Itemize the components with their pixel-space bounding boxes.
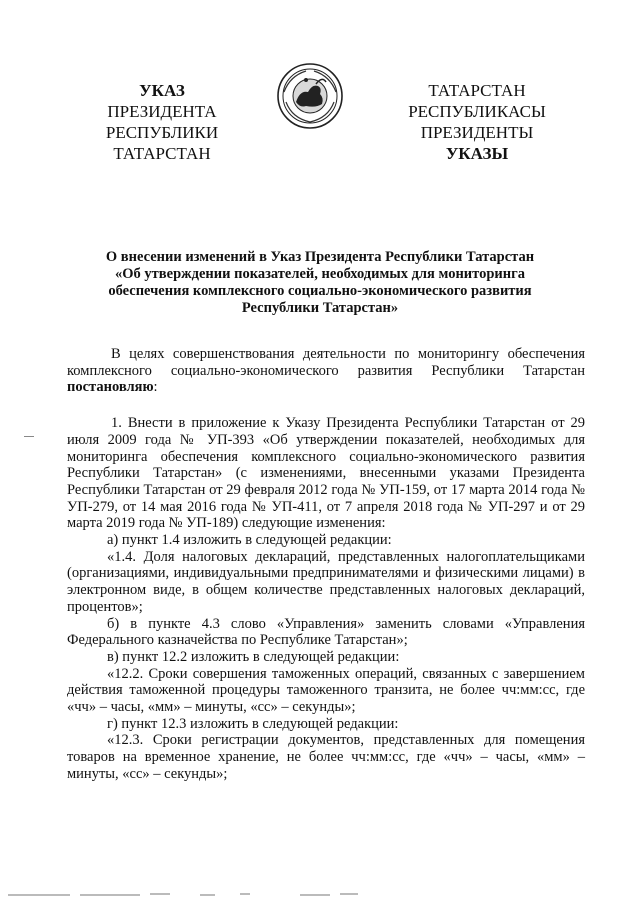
subitem-g-text: «12.3. Сроки регистрации документов, представленных для помещения товаров на временное хранение, не более чч:мм:сс, где «чч» – часы, «мм» – минуты, «сс» – секунды»; (67, 732, 585, 782)
subitem-a-text: «1.4. Доля налоговых деклараций, представленных налогоплательщиками (организациями, индивидуальными предпринимателями и физическими лицами) в электронном виде, в общем количестве представленных налоговых деклараций, процентов»; (67, 548, 585, 615)
item-1-paragraph: 1. Внести в приложение к Указу Президента Республики Татарстан от 29 июля 2009 года № УП-393 «Об утверждении показателей, необходимых для мониторинга обеспечения комплексного социально-экономического развития Республики Татарстан» (с изменениями, внесенными указами Президента Республики Татарстан от 29 февраля 2012 года № УП-159, от 17 марта 2014 года № УП-279, от 14 мая 2016 года № УП-411, от 7 апреля 2018 года № УП-297 и от 29 марта 2019 года № УП-189) следующие изменения: (67, 415, 585, 532)
document-body (67, 346, 585, 783)
issuer-russian (62, 80, 262, 164)
republic-name: РЕСПУБЛИКИ ТАТАРСТАН (105, 123, 219, 163)
subitem-g: г) пункт 12.3 изложить в следующей редакции: (107, 715, 399, 732)
title-line: «Об утверждении показателей, необходимых для мониторинга (115, 266, 525, 282)
subitem-v-text: «12.2. Сроки совершения таможенных операций, связанных с завершением действия таможенной процедуры таможенного транзита, не более чч:мм:сс, где «чч» – часы, «мм» – минуты, «сс» – секунды»; (67, 665, 585, 716)
republic-name-tatar: ТАТАРСТАН РЕСПУБЛИКАСЫ (408, 81, 546, 121)
title-line: обеспечения комплексного социально-экономического развития (108, 283, 532, 299)
title-line: О внесении изменений в Указ Президента Республики Татарстан (105, 249, 535, 265)
subitem-b: б) в пункте 4.3 слово «Управления» заменить словами «Управления Федерального казначейства по Республике Татарстан»; (67, 615, 585, 649)
president-word-tatar: ПРЕЗИДЕНТЫ (420, 123, 534, 142)
preamble-text: В целях совершенствования деятельности по мониторингу обеспечения комплексного социально-экономического развития Республики Татарстан (67, 346, 585, 379)
subitem-a: а) пункт 1.4 изложить в следующей редакции: (107, 532, 392, 549)
title-line: Республики Татарстан» (241, 300, 399, 316)
coat-of-arms-emblem (276, 62, 344, 130)
decree-word-tatar: УКАЗЫ (445, 144, 509, 163)
subitem-v: в) пункт 12.2 изложить в следующей редакции: (107, 648, 400, 665)
president-word: ПРЕЗИДЕНТА (107, 102, 217, 121)
preamble-paragraph: В целях совершенствования деятельности по мониторингу обеспечения комплексного социально-экономического развития Республики Татарстан постановляю: (67, 346, 585, 396)
decree-verb: постановляю (67, 379, 154, 396)
scan-artifact-line (0, 890, 640, 898)
margin-mark (24, 436, 34, 439)
document-title (70, 249, 570, 317)
issuer-tatar (362, 80, 592, 164)
decree-word: УКАЗ (139, 81, 185, 100)
